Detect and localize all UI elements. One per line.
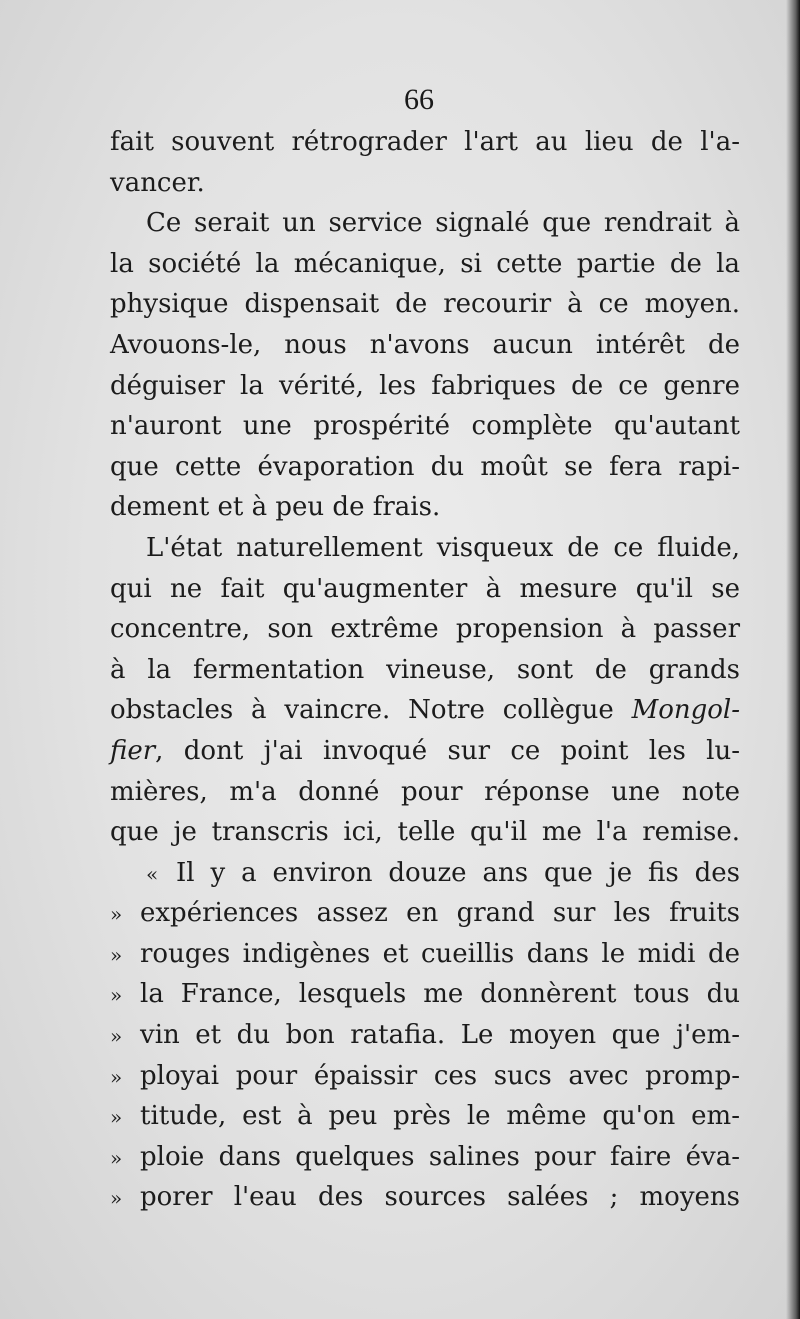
quote-mark: »: [110, 1105, 123, 1130]
text-line: L'état naturellement visqueux de ce fluide,: [146, 532, 740, 563]
page-edge-shadow: [786, 0, 800, 1319]
quote-text: la France, lesquels me donnèrent tous du: [140, 979, 740, 1010]
quote-line: [110, 1015, 740, 1056]
quote-text: vin et du bon ratafia. Le moyen que j'em-: [140, 1020, 740, 1051]
text-line: concentre, son extrême propension à passer: [110, 614, 740, 645]
text-line-mixed: [110, 690, 740, 731]
text-line: dement et à peu de frais.: [110, 492, 441, 523]
quote-text: porer l'eau des sources salées ; moyens: [140, 1182, 740, 1213]
quote-text: ploie dans quelques salines pour faire éva-: [140, 1141, 740, 1172]
quote-line: [110, 893, 740, 934]
italic-name: Mongol-: [631, 695, 740, 726]
text-segment: , dont j'ai invoqué sur ce point les lu-: [155, 735, 740, 766]
text-line: à la fermentation vineuse, sont de grands: [110, 654, 740, 685]
quote-line: [110, 1096, 740, 1137]
quote-mark: »: [110, 983, 123, 1008]
italic-name: fier: [110, 735, 156, 766]
text-line-mixed: [110, 731, 740, 772]
quote-text: expériences assez en grand sur les fruits: [140, 898, 740, 929]
text-line: n'auront une prospérité complète qu'autant: [110, 411, 740, 442]
quote-mark: »: [110, 902, 123, 927]
quote-line: [110, 1137, 740, 1178]
quote-mark: »: [110, 942, 123, 967]
quote-mark: »: [110, 1186, 123, 1211]
quote-line: [110, 934, 740, 975]
text-line: déguiser la vérité, les fabriques de ce genre: [110, 370, 740, 401]
body-text: [110, 122, 740, 1218]
text-line: qui ne fait qu'augmenter à mesure qu'il se: [110, 573, 740, 604]
quote-line: [110, 974, 740, 1015]
quote-mark: »: [110, 1024, 123, 1049]
text-line: physique dispensait de recourir à ce moyen.: [110, 289, 740, 320]
text-line: vancer.: [110, 167, 205, 198]
text-line: Ce serait un service signalé que rendrait à: [146, 208, 740, 239]
page-number: 66: [404, 83, 434, 116]
quote-line: [110, 1056, 740, 1097]
text-line: mières, m'a donné pour réponse une note: [110, 776, 740, 807]
quote-text: Il y a environ douze ans que je fis des: [176, 857, 740, 888]
quote-mark: »: [110, 1145, 123, 1170]
text-line: que je transcris ici, telle qu'il me l'a remise.: [110, 817, 740, 848]
text-segment: obstacles à vaincre. Notre collègue: [110, 695, 632, 726]
text-line: la société la mécanique, si cette partie de la: [110, 248, 740, 279]
quote-line: [110, 1177, 740, 1218]
quote-text: titude, est à peu près le même qu'on em-: [140, 1101, 740, 1132]
text-line: fait souvent rétrograder l'art au lieu de l'a-: [110, 127, 740, 157]
quote-mark: «: [146, 861, 159, 886]
text-line: Avouons-le, nous n'avons aucun intérêt de: [110, 329, 740, 360]
quote-text: rouges indigènes et cueillis dans le midi de: [140, 938, 740, 969]
quote-text: ployai pour épaissir ces sucs avec promp-: [140, 1060, 740, 1091]
quote-mark: »: [110, 1064, 123, 1089]
quote-line: [110, 853, 740, 894]
text-line: que cette évaporation du moût se fera rapi-: [110, 451, 740, 482]
